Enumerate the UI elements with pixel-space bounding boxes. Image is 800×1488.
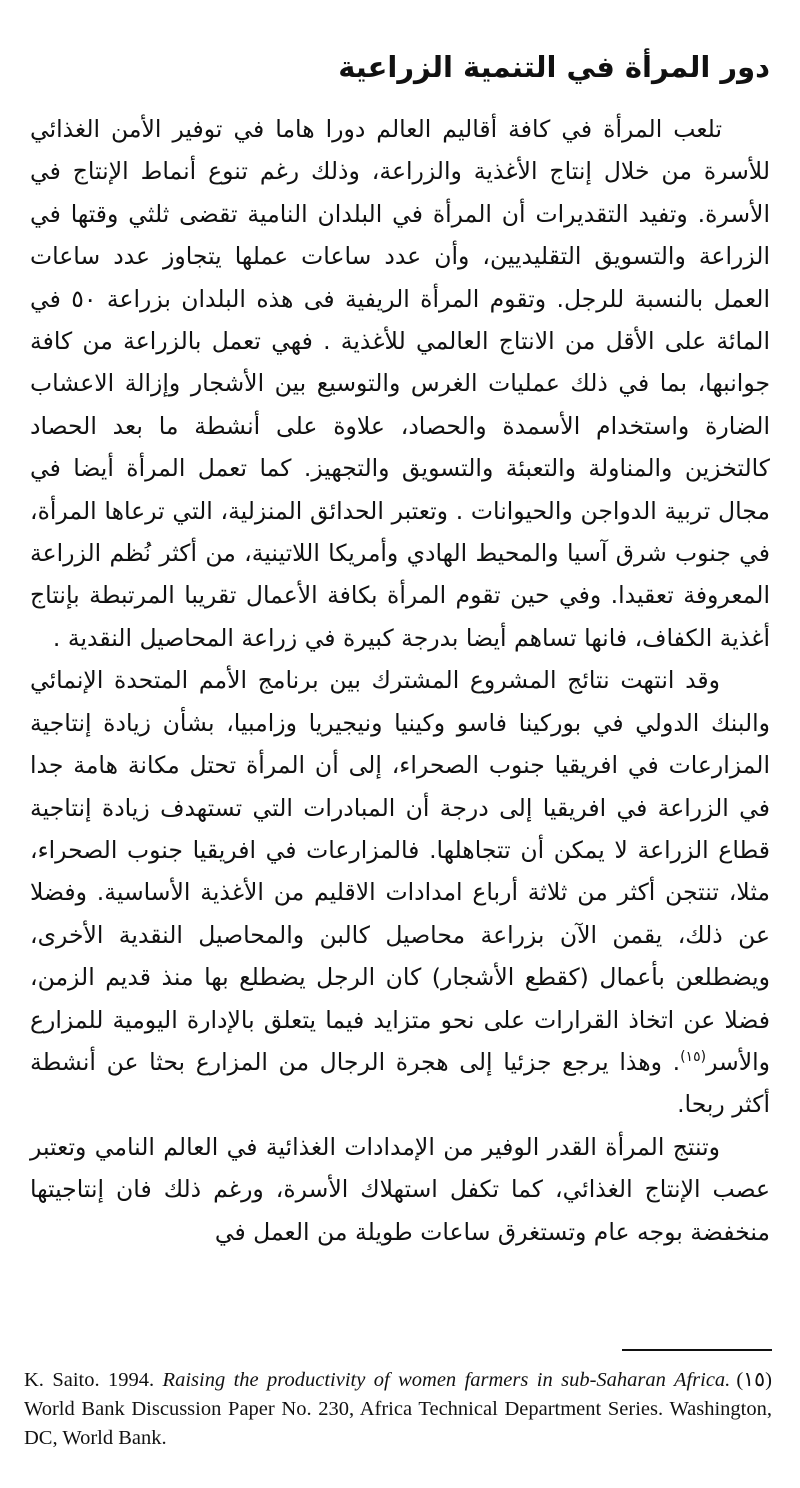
footnote-title: Raising the productivity of women farmers in sub-Saharan Africa.	[162, 1369, 731, 1391]
paragraph-text: وقد انتهت نتائج المشروع المشترك بين برنامج الأمم المتحدة الإنمائي والبنك الدولي في بوركينا فاسو وكينيا ونيجيريا وزامبيا، بشأن زيادة إنتاجية المزارعات في افريقيا جنوب الصحراء، إلى أن المرأة تحتل مكانة هامة جدا في الزراعة في افريقيا إلى درجة أن المبادرات التي تستهدف زيادة إنتاجية قطاع الزراعة لا يمكن أن تتجاهلها. فالمزارعات في افريقيا جنوب الصحراء، مثلا، تنتجن أكثر من ثلاثة أرباع امدادات الاقليم من الأغذية الأساسية. وفضلا عن ذلك، يقمن الآن بزراعة محاصيل كالبن والمحاصيل النقدية الأخرى، ويضطلعن بأعمال (كقطع الأشجار) كان الرجل يضطلع بها منذ قديم الزمن، فضلا عن اتخاذ القرارات على نحو متزايد فيما يتعلق بالإدارة اليومية للمزارع والأسر	[30, 666, 770, 1076]
footnote-number: (١٥)	[736, 1369, 772, 1391]
footnote	[24, 1366, 772, 1453]
footnote-reference[interactable]: (١٥)	[680, 1049, 707, 1066]
paragraph	[30, 659, 770, 1125]
body-text	[30, 108, 770, 1253]
paragraph-text: تلعب المرأة في كافة أقاليم العالم دورا هاما في توفير الأمن الغذائي للأسرة من خلال إنتاج الأغذية والزراعة، وذلك رغم تنوع أنماط الإنتاج في الأسرة. وتفيد التقديرات أن المرأة في البلدان النامية تقضى ثلثي وقتها في الزراعة والتسويق التقليديين، وأن عدد ساعات عملها يتجاوز عدد ساعات العمل بالنسبة للرجل. وتقوم المرأة الريفية فى هذه البلدان بزراعة ٥٠ في المائة على الأقل من الانتاج العالمي للأغذية . فهي تعمل بالزراعة من كافة جوانبها، بما في ذلك عمليات الغرس والتوسيع بين الأشجار وإزالة الاعشاب الضارة واستخدام الأسمدة والحصاد، علاوة على أنشطة ما بعد الحصاد كالتخزين والمناولة والتعبئة والتسويق والتجهيز. كما تعمل المرأة أيضا في مجال تربية الدواجن والحيوانات . وتعتبر الحدائق المنزلية، التي ترعاها المرأة، في جنوب شرق آسيا والمحيط الهادي وأمريكا اللاتينية، من أكثر نُظم الزراعة المعروفة تعقيدا. وفي حين تقوم المرأة بكافة الأعمال تقريبا المرتبطة بإنتاج أغذية الكفاف، فانها تساهم أيضا بدرجة كبيرة في زراعة المحاصيل النقدية .	[30, 115, 770, 652]
footnote-author-year: K. Saito. 1994.	[24, 1369, 163, 1391]
footnote-separator	[622, 1349, 772, 1351]
footnote-details: World Bank Discussion Paper No. 230, Africa Technical Department Series. Washington, DC, World Bank.	[24, 1398, 772, 1449]
paragraph	[30, 1126, 770, 1253]
paragraph-text: وتنتج المرأة القدر الوفير من الإمدادات الغذائية في العالم النامي وتعتبر عصب الإنتاج الغذائي، كما تكفل استهلاك الأسرة، ورغم ذلك فان إنتاجيتها منخفضة بوجه عام وتستغرق ساعات طويلة من العمل في	[30, 1132, 770, 1246]
paragraph	[30, 108, 770, 659]
page-title: دور المرأة في التنمية الزراعية	[338, 50, 770, 85]
paragraph-text: . وهذا يرجع جزئيا إلى هجرة الرجال من المزارع بحثا عن أنشطة أكثر ربحا.	[30, 1047, 770, 1119]
